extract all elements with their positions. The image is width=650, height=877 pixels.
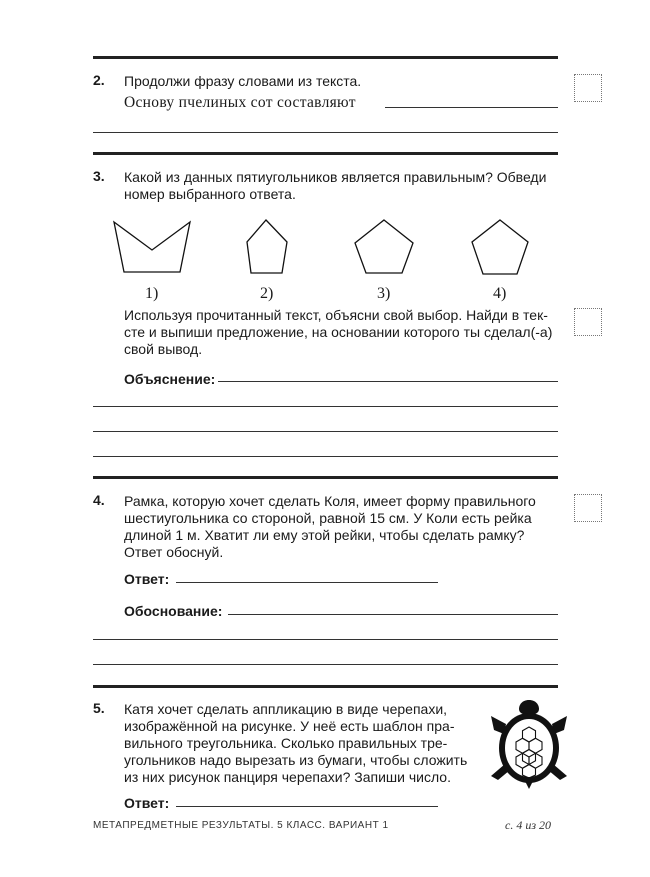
option-1-number[interactable]: 1) <box>145 285 159 302</box>
question-2-prompt: Продолжи фразу словами из текста. <box>124 73 362 89</box>
pentagon-option-3 <box>355 220 413 273</box>
justification-line-2[interactable] <box>93 639 558 640</box>
turtle-head <box>519 700 539 715</box>
section-divider-q4 <box>93 476 558 479</box>
question-4-line2: шестиугольника со стороной, равной 15 см. У Коли есть рейка <box>124 510 532 526</box>
explanation-line-2[interactable] <box>93 406 558 407</box>
explanation-line-3[interactable] <box>93 431 558 432</box>
section-divider-q5 <box>93 685 558 688</box>
question-4-line1: Рамка, которую хочет сделать Коля, имеет форму правильного <box>124 493 536 509</box>
pentagon-option-4 <box>472 220 528 274</box>
pentagon-figures <box>0 210 650 280</box>
question-4-line3: длиной 1 м. Хватит ли ему этой рейки, чтобы сделать рамку? <box>124 527 525 543</box>
option-2-number[interactable]: 2) <box>260 285 274 302</box>
q4-answer-line[interactable] <box>176 582 438 583</box>
option-4-number[interactable]: 4) <box>493 285 507 302</box>
question-3-prompt-line1: Какой из данных пятиугольников является правильным? Обведи <box>124 169 547 185</box>
question-3-number: 3. <box>93 168 105 184</box>
question-3-explain-line2: сте и выпиши предложение, на основании которого ты сделал(-а) <box>124 324 553 340</box>
question-5-line5: из них рисунок панциря черепахи? Запиши число. <box>124 769 451 785</box>
question-5-line1: Катя хочет сделать аппликацию в виде черепахи, <box>124 701 448 717</box>
footer-title: МЕТАПРЕДМЕТНЫЕ РЕЗУЛЬТАТЫ. 5 КЛАСС. ВАРИАНТ 1 <box>93 820 389 831</box>
question-4-number: 4. <box>93 492 105 508</box>
question-3-explain-line3: свой вывод. <box>124 341 203 357</box>
question-5-number: 5. <box>93 700 105 716</box>
explanation-line-1[interactable] <box>218 381 558 382</box>
question-5-line2: изображённой на рисунке. У неё есть шаблон пра- <box>124 718 455 734</box>
pentagon-option-2 <box>247 220 287 273</box>
justification-label: Обоснование: <box>124 603 223 619</box>
q5-answer-label: Ответ: <box>124 795 170 811</box>
turtle-figure <box>488 698 570 790</box>
pentagon-option-1 <box>114 222 190 272</box>
question-2-answer-line[interactable] <box>385 107 558 108</box>
explanation-line-4[interactable] <box>93 456 558 457</box>
section-divider-q3 <box>93 152 558 155</box>
justification-line-1[interactable] <box>228 614 558 615</box>
score-box-q2 <box>574 74 602 102</box>
score-box-q3 <box>574 308 602 336</box>
question-2-answer-line-2[interactable] <box>93 132 558 133</box>
question-5-line4: угольников надо вырезать из бумаги, чтобы сложить <box>124 752 468 768</box>
q4-answer-label: Ответ: <box>124 571 170 587</box>
question-3-prompt-line2: номер выбранного ответа. <box>124 186 296 202</box>
question-2-number: 2. <box>93 72 105 88</box>
score-box-q4 <box>574 494 602 522</box>
explanation-label: Объяснение: <box>124 371 216 387</box>
question-3-explain-line1: Используя прочитанный текст, объясни свой выбор. Найди в тек- <box>124 307 548 323</box>
question-2-phrase: Основу пчелиных сот составляют <box>124 94 356 111</box>
question-5-line3: вильного треугольника. Сколько правильных тре- <box>124 735 448 751</box>
q5-answer-line[interactable] <box>176 806 438 807</box>
section-divider-top <box>93 56 558 59</box>
justification-line-3[interactable] <box>93 664 558 665</box>
option-3-number[interactable]: 3) <box>377 285 391 302</box>
question-4-line4: Ответ обоснуй. <box>124 544 224 560</box>
page-number: с. 4 из 20 <box>505 818 552 832</box>
